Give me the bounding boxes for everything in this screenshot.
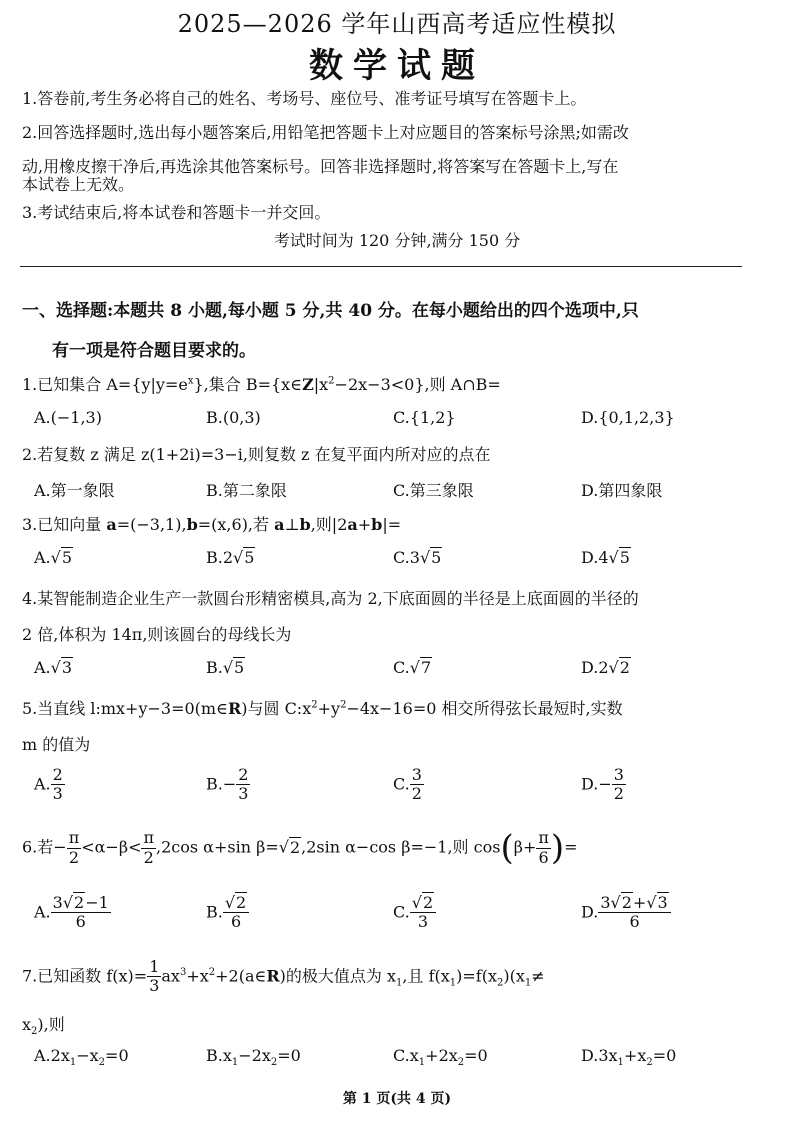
exam-time-info: 考试时间为 120 分钟,满分 150 分 xyxy=(273,231,521,250)
q3-t: =(−3,1), xyxy=(116,515,187,534)
exam-title: 2025—2026 学年山西高考适应性模拟 xyxy=(177,10,617,38)
q6-t: ,2sin α−cos β=−1,则 cos xyxy=(301,837,501,857)
num-coef: 3 xyxy=(52,893,63,912)
opt-label: A. xyxy=(34,902,51,922)
opt-label: C. xyxy=(393,774,410,794)
q7-sup: 3 xyxy=(179,967,187,979)
q3-t: |= xyxy=(382,515,402,534)
question-3 xyxy=(22,512,401,535)
q7-sub: 2 xyxy=(31,1026,38,1038)
opt-label: D. xyxy=(581,548,599,567)
frac-num: π xyxy=(68,828,80,848)
instruction-line: 本试卷上无效。 xyxy=(22,175,135,194)
q3-option-b: B.2√5 xyxy=(206,548,255,567)
opt-sign: − xyxy=(598,774,612,794)
q3-vec: a xyxy=(274,515,285,534)
opt-fraction xyxy=(223,894,249,932)
opt-tail: =0 xyxy=(652,1046,677,1065)
opt-rad: 2 xyxy=(619,658,630,677)
q5-sup: 2 xyxy=(340,699,347,711)
q6-option-b xyxy=(206,894,249,932)
num-tail: −1 xyxy=(85,893,109,912)
q5-t: )与圆 C:x xyxy=(241,699,312,718)
opt-rad: 5 xyxy=(61,548,73,567)
q7-t: )的极大值点为 x xyxy=(279,966,397,986)
q1-text2: },集合 B={x∈ xyxy=(193,375,303,394)
q5-option-c xyxy=(393,766,424,804)
q7-t: ,且 f(x xyxy=(402,966,450,986)
q2-option-a: A.第一象限 xyxy=(34,481,115,500)
opt-sub: 1 xyxy=(418,1057,426,1069)
opt-label: B. xyxy=(206,902,223,922)
q6-frac xyxy=(141,829,156,867)
q1-text3: |x xyxy=(313,375,329,394)
q7-sup: 2 xyxy=(208,967,216,979)
opt-label: B. xyxy=(206,774,223,794)
q7-option-d xyxy=(581,1046,676,1068)
frac-num: √2 xyxy=(223,894,249,913)
opt-label: C. xyxy=(393,658,410,677)
num-tail: + xyxy=(632,893,647,912)
q6-frac xyxy=(536,829,551,867)
opt-sub: 2 xyxy=(646,1057,653,1069)
q7-t: +x xyxy=(186,966,209,986)
opt-coef: 2 xyxy=(598,658,609,677)
opt-rad: 5 xyxy=(234,658,245,677)
opt-sub: 1 xyxy=(69,1057,77,1069)
q3-option-c: C.3√5 xyxy=(393,548,442,567)
q7-sub: 1 xyxy=(449,977,457,989)
opt-op: −2x xyxy=(238,1046,271,1065)
q3-t: + xyxy=(357,515,372,534)
opt-label: B. xyxy=(206,658,223,677)
q1-option-d: D.{0,1,2,3} xyxy=(581,408,675,427)
q6-paren: ( xyxy=(500,828,514,868)
opt-sub: 2 xyxy=(457,1057,465,1069)
q7-t: x xyxy=(22,1015,32,1034)
q3-t: ,则|2 xyxy=(310,515,348,534)
num-rad2: 3 xyxy=(657,893,668,912)
question-4-line1: 4.某智能制造企业生产一款圆台形精密模具,高为 2,下底面圆的半径是上底面圆的半径的 xyxy=(22,589,639,608)
frac-den: 2 xyxy=(613,784,624,804)
q7-t: ≠ xyxy=(531,966,545,986)
q3-t: ⊥ xyxy=(284,515,300,534)
frac-num: 3 xyxy=(411,765,422,784)
q5-option-b xyxy=(206,766,250,804)
num-rad: 2 xyxy=(236,893,247,912)
q7-frac xyxy=(147,958,161,996)
q7-t: )(x xyxy=(503,966,525,986)
opt-coef: 2 xyxy=(222,548,234,567)
opt-fraction xyxy=(410,766,424,804)
q1-sup2: 2 xyxy=(328,375,335,387)
q1-text4: −2x−3<0},则 A∩B= xyxy=(334,375,501,394)
opt-sub: 2 xyxy=(98,1057,106,1069)
q1-num: 1. xyxy=(22,375,38,394)
q7-sub: 1 xyxy=(524,977,532,989)
opt-sub: 1 xyxy=(617,1057,624,1069)
q5-t: −4x−16=0 相交所得弦长最短时,实数 xyxy=(346,699,623,718)
instruction-line: 2.回答选择题时,选出每小题答案后,用铅笔把答题卡上对应题目的答案标号涂黑;如需改 xyxy=(22,123,629,142)
q3-vec: a xyxy=(347,515,358,534)
q4-option-b: B.√5 xyxy=(206,658,245,677)
q6-rad: 2 xyxy=(289,837,301,857)
opt-label: D. xyxy=(581,774,599,794)
frac-num: π xyxy=(538,828,549,848)
q3-option-d: D.4√5 xyxy=(581,548,630,567)
opt-label: A. xyxy=(34,548,51,567)
q6-t: 6.若− xyxy=(22,837,67,857)
question-2: 2.若复数 z 满足 z(1+2i)=3−i,则复数 z 在复平面内所对应的点在 xyxy=(22,445,491,464)
q1-option-c: C.{1,2} xyxy=(393,408,456,427)
frac-den: 6 xyxy=(230,912,242,932)
opt-sub: 2 xyxy=(270,1057,278,1069)
opt-label: A. xyxy=(34,774,51,794)
q7-r: R xyxy=(266,966,280,986)
section-heading: 一、选择题:本题共 8 小题,每小题 5 分,共 40 分。在每小题给出的四个选项中,只 xyxy=(22,301,639,321)
instruction-line: 3.考试结束后,将本试卷和答题卡一并交回。 xyxy=(22,203,331,222)
opt-rad: 5 xyxy=(431,548,442,567)
q3-vec: a xyxy=(106,515,117,534)
q5-t: 5.当直线 l:mx+y−3=0(m∈ xyxy=(22,699,228,718)
frac-num: 3√2+√3 xyxy=(598,894,670,913)
q4-option-a: A.√3 xyxy=(34,658,73,677)
frac-den: 6 xyxy=(75,912,86,932)
opt-coef: 4 xyxy=(598,548,609,567)
q6-option-a xyxy=(34,894,111,932)
q6-t: = xyxy=(564,837,578,857)
opt-fraction xyxy=(410,894,436,932)
frac-num: 3√2−1 xyxy=(52,893,109,912)
opt-sub: 1 xyxy=(231,1057,239,1069)
opt-tail: =0 xyxy=(105,1046,129,1065)
instruction-line: 1.答卷前,考生务必将自己的姓名、考场号、座位号、准考证号填写在答题卡上。 xyxy=(22,89,587,108)
q6-t: β+ xyxy=(513,837,537,857)
q7-sub: 1 xyxy=(396,977,403,989)
frac-den: 2 xyxy=(68,847,80,867)
q5-sup: 2 xyxy=(311,699,318,711)
frac-num: 3 xyxy=(613,765,624,784)
frac-den: 3 xyxy=(52,784,63,804)
q5-option-d xyxy=(581,766,626,804)
opt-op: +x xyxy=(623,1046,647,1065)
opt-tail: =0 xyxy=(277,1046,301,1065)
q2-option-b: B.第二象限 xyxy=(206,481,287,500)
opt-label: C.x xyxy=(393,1046,419,1065)
opt-label: D. xyxy=(581,658,599,677)
q7-option-c xyxy=(393,1046,488,1068)
q1-sup: x xyxy=(187,375,194,387)
q1-z: Z xyxy=(302,375,314,394)
q3-option-a: A.√5 xyxy=(34,548,73,567)
q7-option-b xyxy=(206,1046,301,1068)
frac-den: 2 xyxy=(411,784,422,804)
opt-rad: 7 xyxy=(420,658,432,677)
num-coef: 3 xyxy=(600,893,611,912)
frac-den: 3 xyxy=(238,784,249,804)
q1-option-a: A.(−1,3) xyxy=(34,408,102,427)
opt-rad: 3 xyxy=(61,658,73,677)
frac-num: 1 xyxy=(149,957,160,976)
q2-option-d: D.第四象限 xyxy=(581,481,663,500)
opt-label: B. xyxy=(206,548,223,567)
frac-den: 3 xyxy=(149,976,160,996)
frac-num: √2 xyxy=(410,894,436,913)
num-rad: 2 xyxy=(422,893,434,912)
q3-vec: b xyxy=(371,515,383,534)
opt-label: D. xyxy=(581,902,599,922)
q5-r: R xyxy=(227,699,242,718)
opt-label: C. xyxy=(393,548,410,567)
question-5-line2: m 的值为 xyxy=(22,735,91,754)
q7-t: +2(a∈ xyxy=(215,966,267,986)
exam-subject: 数学试题 xyxy=(309,46,485,86)
q2-option-c: C.第三象限 xyxy=(393,481,474,500)
opt-rad: 5 xyxy=(619,548,630,567)
opt-fraction xyxy=(51,766,65,804)
q5-option-a xyxy=(34,766,65,804)
question-6: 6.若− $\frac{\pi}{2}$ <α−β< $\frac{\pi}{2}$ ,2cos α+sin β=√2,2sin α−cos β=−1,则 cos(β+ $\frac{\pi}{6}$ )= xyxy=(22,828,578,868)
question-5-line1 xyxy=(22,696,623,719)
frac-den: 6 xyxy=(629,912,640,932)
q6-paren: ) xyxy=(550,828,565,868)
divider xyxy=(20,266,742,267)
q7-t: ),则 xyxy=(37,1015,65,1034)
frac-den: 2 xyxy=(143,847,154,867)
q7-option-a xyxy=(34,1046,129,1068)
q7-sub: 2 xyxy=(496,977,504,989)
num-rad: 2 xyxy=(74,893,85,912)
opt-fraction xyxy=(236,766,250,804)
frac-num: 2 xyxy=(52,765,63,784)
opt-label: D.3x xyxy=(581,1046,618,1065)
question-1 xyxy=(22,372,501,395)
q3-t: 3.已知向量 xyxy=(22,515,107,534)
frac-num: π xyxy=(143,828,154,848)
opt-op: +2x xyxy=(425,1046,458,1065)
q6-frac xyxy=(67,829,82,867)
question-4-line2: 2 倍,体积为 14π,则该圆台的母线长为 xyxy=(22,625,292,644)
opt-label: C. xyxy=(393,902,410,922)
q1-text: 已知集合 A={y|y=e xyxy=(37,375,188,394)
opt-fraction xyxy=(612,766,626,804)
q3-vec: b xyxy=(186,515,198,534)
opt-sign: − xyxy=(222,774,237,794)
question-7-line1 xyxy=(22,958,545,996)
opt-label: A.2x xyxy=(34,1046,70,1065)
q5-t: +y xyxy=(317,699,341,718)
q6-t: ,2cos α+sin β= xyxy=(156,837,279,857)
num-rad: 2 xyxy=(621,893,632,912)
q3-t: =(x,6),若 xyxy=(197,515,275,534)
frac-num: 2 xyxy=(238,765,249,784)
q6-option-c xyxy=(393,894,436,932)
q1-option-b: B.(0,3) xyxy=(206,408,261,427)
q3-vec: b xyxy=(299,515,311,534)
q6-option-d xyxy=(581,894,671,932)
q7-t: 7.已知函数 f(x)= xyxy=(22,966,148,986)
opt-label: A. xyxy=(34,658,51,677)
opt-op: −x xyxy=(76,1046,99,1065)
opt-fraction xyxy=(598,894,670,932)
opt-rad: 5 xyxy=(244,548,255,567)
opt-fraction xyxy=(51,894,111,932)
q7-t: ax xyxy=(161,966,180,986)
frac-den: 6 xyxy=(538,847,549,867)
q4-option-c: C.√7 xyxy=(393,658,432,677)
opt-tail: =0 xyxy=(464,1046,488,1065)
page-number: 第 1 页(共 4 页) xyxy=(342,1091,452,1107)
q6-t: <α−β< xyxy=(81,837,142,857)
q4-option-d: D.2√2 xyxy=(581,658,630,677)
opt-coef: 3 xyxy=(409,548,420,567)
frac-den: 3 xyxy=(417,912,429,932)
section-heading-cont: 有一项是符合题目要求的。 xyxy=(52,341,256,361)
q7-t: )=f(x xyxy=(456,966,497,986)
question-7-line2 xyxy=(22,1012,65,1037)
opt-label: B.x xyxy=(206,1046,232,1065)
instruction-line: 动,用橡皮擦干净后,再选涂其他答案标号。回答非选择题时,将答案写在答题卡上,写在 xyxy=(22,157,619,176)
